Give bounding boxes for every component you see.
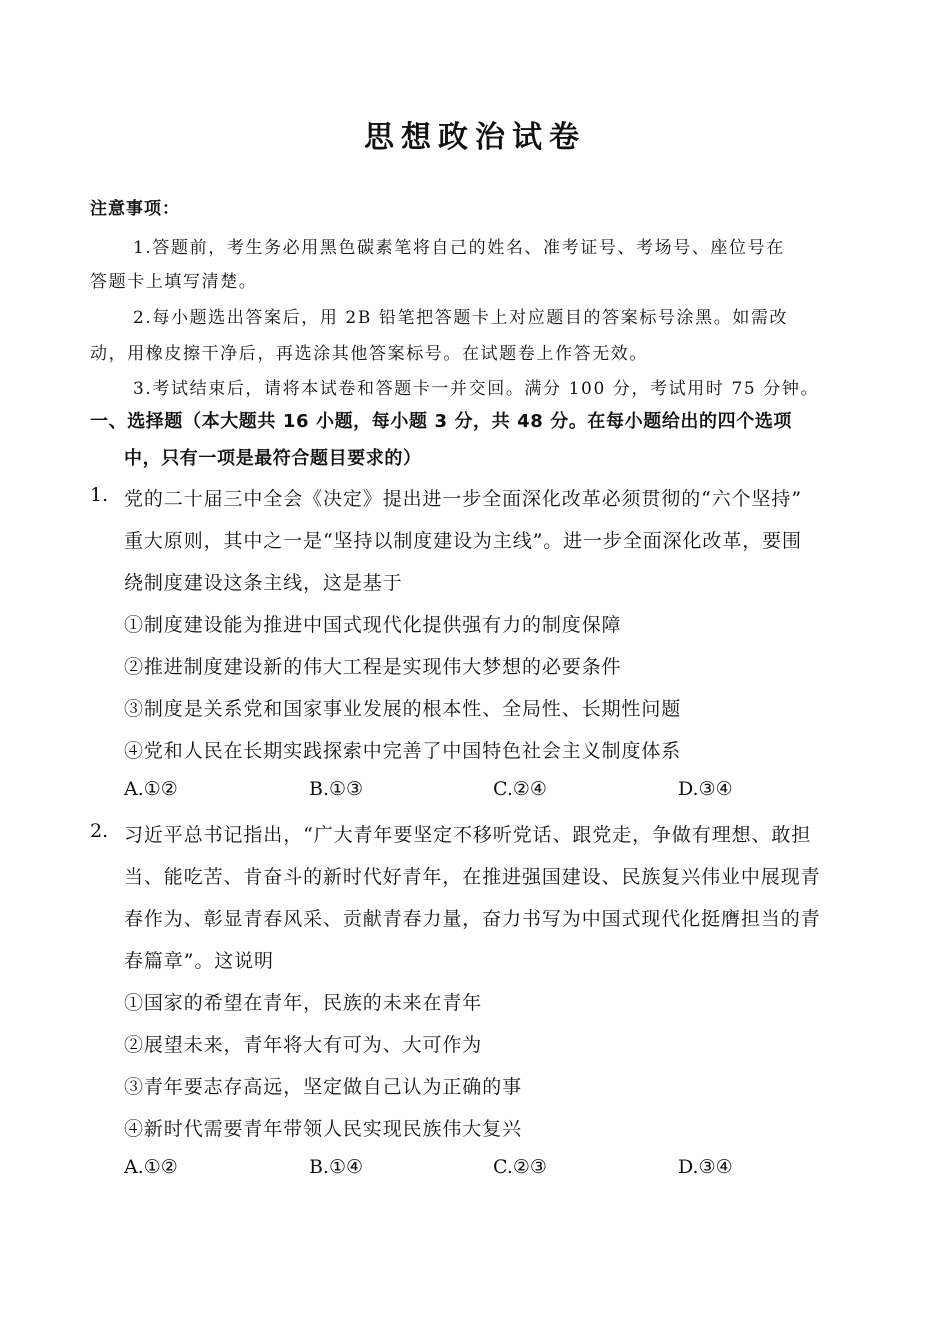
question-stem-line: 当、能吃苦、肯奋斗的新时代好青年，在推进强国建设、民族复兴伟业中展现青 <box>124 866 821 888</box>
answer-choice-d: D.③④ <box>678 1156 733 1178</box>
question-option: ③青年要志存高远，坚定做自己认为正确的事 <box>124 1076 523 1098</box>
question-stem-line: 春作为、彰显青春风采、贡献青春力量，奋力书写为中国式现代化挺膺担当的青 <box>124 908 821 930</box>
question-option: ④新时代需要青年带领人民实现民族伟大复兴 <box>124 1118 523 1140</box>
notice-item-3-line-1: 3.考试结束后，请将本试卷和答题卡一并交回。满分 100 分，考试用时 75 分钟。 <box>133 379 820 399</box>
section-heading-line-2: 中，只有一项是最符合题目要求的） <box>124 448 422 469</box>
notice-item-1-line-2: 答题卡上填写清楚。 <box>90 272 258 292</box>
question-stem-line: 春篇章”。这说明 <box>124 950 274 972</box>
question-option: ①制度建设能为推进中国式现代化提供强有力的制度保障 <box>124 614 622 636</box>
question-stem-line: 绕制度建设这条主线，这是基于 <box>124 572 403 594</box>
answer-choice-b: B.①④ <box>309 1156 364 1178</box>
question-number: 2. <box>90 820 109 842</box>
question-option: ②展望未来，青年将大有可为、大可作为 <box>124 1034 483 1056</box>
answer-choice-c: C.②④ <box>493 778 547 800</box>
question-option: ④党和人民在长期实践探索中完善了中国特色社会主义制度体系 <box>124 740 682 762</box>
answer-choice-b: B.①③ <box>309 778 364 800</box>
question-option: ①国家的希望在青年，民族的未来在青年 <box>124 992 483 1014</box>
answer-choice-a: A.①② <box>124 1156 178 1178</box>
question-stem-line: 习近平总书记指出，“广大青年要坚定不移听党话、跟党走，争做有理想、敢担 <box>124 824 812 846</box>
question-option: ②推进制度建设新的伟大工程是实现伟大梦想的必要条件 <box>124 656 622 678</box>
question-number: 1. <box>90 484 109 506</box>
answer-choice-c: C.②③ <box>493 1156 547 1178</box>
notice-item-2-line-2: 动，用橡皮擦干净后，再选涂其他答案标号。在试题卷上作答无效。 <box>90 344 648 364</box>
section-heading-line-1: 一、选择题（本大题共 16 小题，每小题 3 分，共 48 分。在每小题给出的四个选项 <box>90 411 793 432</box>
question-stem-line: 重大原则，其中之一是“坚持以制度建设为主线”。进一步全面深化改革，要围 <box>124 530 802 552</box>
question-option: ③制度是关系党和国家事业发展的根本性、全局性、长期性问题 <box>124 698 682 720</box>
answer-choice-a: A.①② <box>124 778 178 800</box>
notice-item-1-line-1: 1.答题前，考生务必用黑色碳素笔将自己的姓名、准考证号、考场号、座位号在 <box>133 238 785 258</box>
notice-item-2-line-1: 2.每小题选出答案后，用 2B 铅笔把答题卡上对应题目的答案标号涂黑。如需改 <box>133 308 789 328</box>
page-title: 思想政治试卷 <box>364 120 586 155</box>
notice-heading: 注意事项： <box>90 199 180 219</box>
question-stem-line: 党的二十届三中全会《决定》提出进一步全面深化改革必须贯彻的“六个坚持” <box>124 488 802 510</box>
answer-choice-d: D.③④ <box>678 778 733 800</box>
